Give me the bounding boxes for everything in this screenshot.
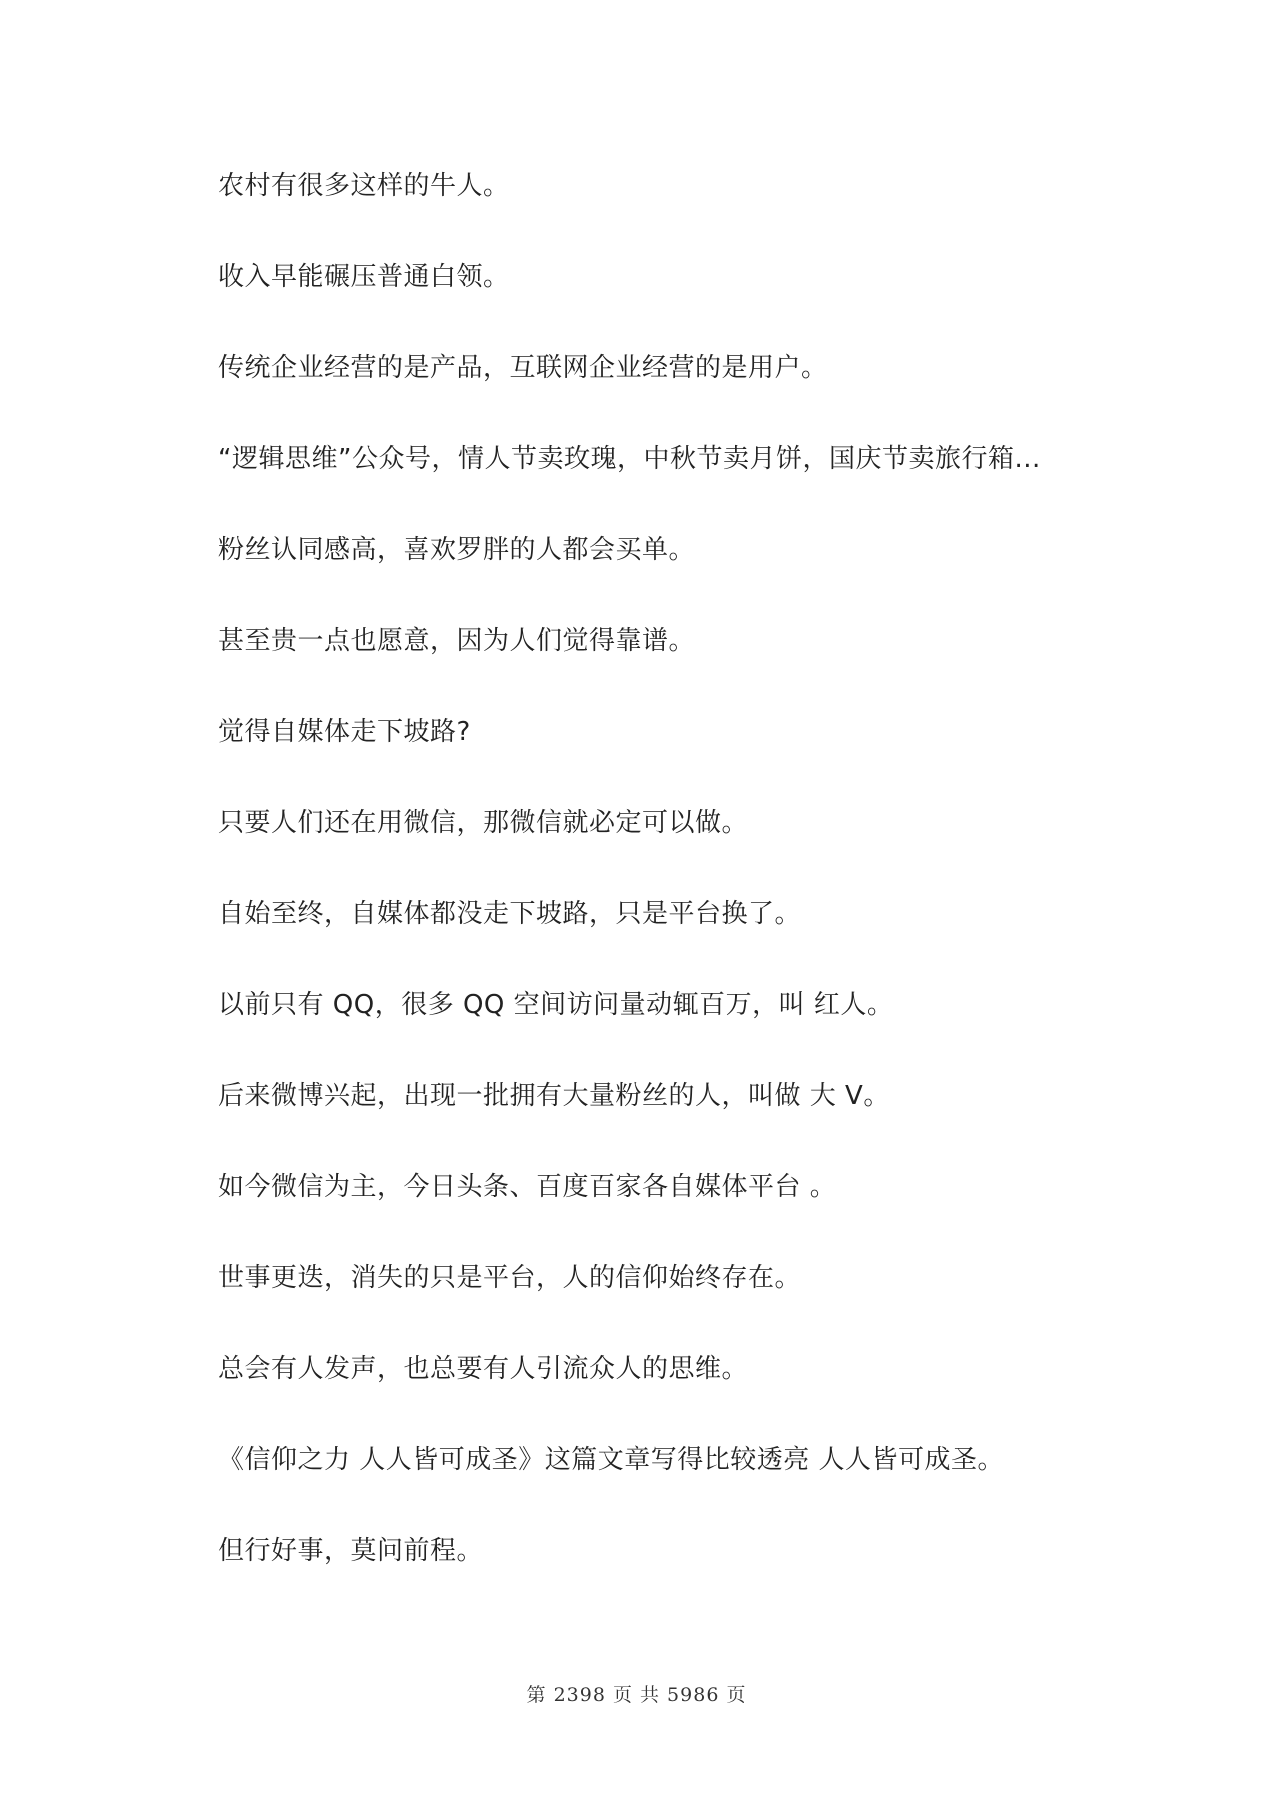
- paragraph-11: 后来微博兴起，出现一批拥有大量粉丝的人，叫做 大 V。: [218, 1081, 890, 1111]
- paragraph-16: 但行好事，莫问前程。: [218, 1536, 484, 1566]
- paragraph-10: 以前只有 QQ，很多 QQ 空间访问量动辄百万，叫 红人。: [218, 990, 894, 1020]
- paragraph-1: 农村有很多这样的牛人。: [218, 171, 510, 201]
- paragraph-6: 甚至贵一点也愿意，因为人们觉得靠谱。: [218, 626, 696, 656]
- paragraph-3: 传统企业经营的是产品，互联网企业经营的是用户。: [218, 353, 828, 383]
- paragraph-7: 觉得自媒体走下坡路?: [218, 717, 471, 747]
- paragraph-2: 收入早能碾压普通白领。: [218, 262, 510, 292]
- paragraph-14: 总会有人发声，也总要有人引流众人的思维。: [218, 1354, 749, 1384]
- paragraph-13: 世事更迭，消失的只是平台，人的信仰始终存在。: [218, 1263, 802, 1293]
- article-body: [218, 166, 1118, 1622]
- paragraph-4: “逻辑思维”公众号，情人节卖玫瑰，中秋节卖月饼，国庆节卖旅行箱...: [218, 444, 1041, 474]
- paragraph-5: 粉丝认同感高，喜欢罗胖的人都会买单。: [218, 535, 696, 565]
- paragraph-12: 如今微信为主，今日头条、百度百家各自媒体平台 。: [218, 1172, 837, 1202]
- paragraph-15: 《信仰之力 人人皆可成圣》这篇文章写得比较透亮 人人皆可成圣。: [218, 1445, 1005, 1475]
- page-number-footer: 第 2398 页 共 5986 页: [526, 1684, 747, 1706]
- paragraph-8: 只要人们还在用微信，那微信就必定可以做。: [218, 808, 749, 838]
- paragraph-9: 自始至终，自媒体都没走下坡路，只是平台换了。: [218, 899, 802, 929]
